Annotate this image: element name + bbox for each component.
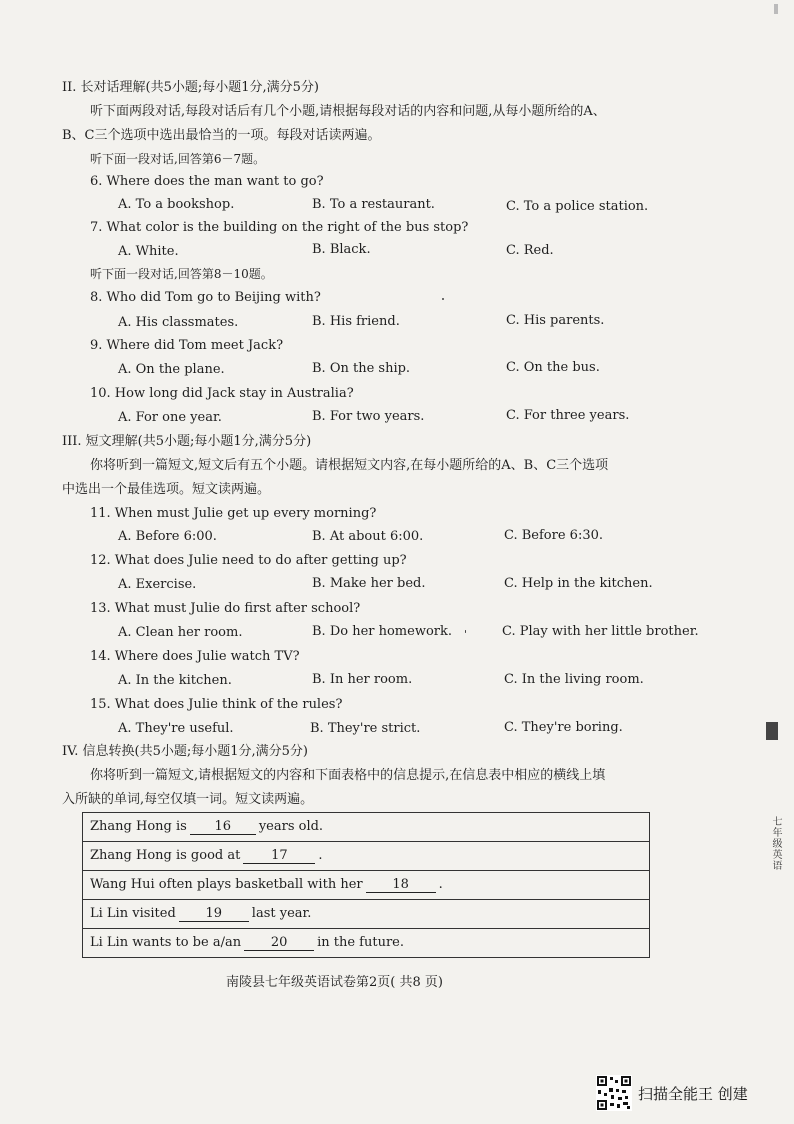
section-3-instruction-1: 你将听到一篇短文,短文后有五个小题。请根据短文内容,在每小题所给的A、B、C三个选项	[90, 458, 609, 473]
q6-option-a: A. To a bookshop.	[118, 197, 235, 212]
scan-speck	[465, 630, 466, 633]
answer-blank-19[interactable]: 19	[179, 906, 249, 922]
question-12: 12. What does Julie need to do after getting up?	[90, 553, 407, 568]
table-cell	[83, 900, 650, 929]
q11-option-c: C. Before 6:30.	[504, 528, 603, 543]
table-row	[83, 842, 650, 871]
question-14: 14. Where does Julie watch TV?	[90, 649, 300, 664]
row-text-after: .	[318, 848, 323, 863]
q13-option-a: A. Clean her room.	[118, 625, 243, 640]
answer-blank-17[interactable]: 17	[243, 848, 315, 864]
q8-option-b: B. His friend.	[312, 314, 400, 329]
row-text-before: Li Lin visited	[90, 906, 176, 921]
answer-blank-20[interactable]: 20	[244, 935, 314, 951]
q10-option-c: C. For three years.	[506, 408, 630, 423]
q12-option-a: A. Exercise.	[118, 577, 197, 592]
q8-option-a: A. His classmates.	[118, 315, 239, 330]
q15-option-a: A. They're useful.	[118, 721, 234, 736]
answer-blank-16[interactable]: 16	[190, 819, 256, 835]
question-11: 11. When must Julie get up every morning?	[90, 506, 377, 521]
q6-option-c: C. To a police station.	[506, 199, 649, 214]
question-13: 13. What must Julie do first after school?	[90, 601, 361, 616]
q15-option-b: B. They're strict.	[310, 721, 421, 736]
answer-blank-18[interactable]: 18	[366, 877, 436, 893]
q15-option-c: C. They're boring.	[504, 720, 623, 735]
table-cell	[83, 929, 650, 958]
scan-mark	[774, 4, 778, 14]
row-text-after: .	[438, 877, 443, 892]
section-2-title: II. 长对话理解(共5小题;每小题1分,满分5分)	[62, 80, 320, 95]
question-15: 15. What does Julie think of the rules?	[90, 697, 343, 712]
table-row	[83, 813, 650, 842]
section-3-instruction-2: 中选出一个最佳选项。短文读两遍。	[62, 482, 271, 497]
dialog-1-instruction: 听下面一段对话,回答第6－7题。	[90, 152, 266, 166]
q11-option-a: A. Before 6:00.	[118, 529, 217, 544]
dialog-2-instruction: 听下面一段对话,回答第8－10题。	[90, 267, 273, 281]
q14-option-b: B. In her room.	[312, 672, 413, 687]
table-cell	[83, 842, 650, 871]
q9-option-b: B. On the ship.	[312, 361, 411, 376]
scanner-watermark: 扫描全能王 创建	[638, 1085, 748, 1103]
row-text-before: Zhang Hong is	[90, 819, 187, 834]
row-text-before: Zhang Hong is good at	[90, 848, 241, 863]
q11-option-b: B. At about 6:00.	[312, 529, 424, 544]
section-4-instruction-2: 入所缺的单词,每空仅填一词。短文读两遍。	[62, 792, 314, 807]
row-text-before: Wang Hui often plays basketball with her	[90, 877, 363, 892]
row-text-after: in the future.	[317, 935, 404, 950]
q14-option-a: A. In the kitchen.	[118, 673, 232, 688]
question-6: 6. Where does the man want to go?	[90, 174, 324, 189]
question-7: 7. What color is the building on the right of the bus stop?	[90, 220, 469, 235]
binding-mark	[766, 722, 778, 740]
side-label: 七年级英语	[770, 816, 781, 871]
row-text-before: Li Lin wants to be a/an	[90, 935, 242, 950]
q6-option-b: B. To a restaurant.	[312, 197, 435, 212]
q12-option-b: B. Make her bed.	[312, 576, 426, 591]
row-text-after: last year.	[251, 906, 312, 921]
question-10: 10. How long did Jack stay in Australia?	[90, 386, 354, 401]
row-text-after: years old.	[258, 819, 324, 834]
scan-speck	[442, 298, 444, 300]
q9-option-c: C. On the bus.	[506, 360, 600, 375]
q9-option-a: A. On the plane.	[118, 362, 225, 377]
page-footer: 南陵县七年级英语试卷第2页( 共8 页)	[226, 975, 443, 990]
table-cell	[83, 871, 650, 900]
qr-code-icon	[596, 1075, 632, 1111]
q10-option-a: A. For one year.	[118, 410, 222, 425]
q12-option-c: C. Help in the kitchen.	[504, 576, 653, 591]
q13-option-b: B. Do her homework.	[312, 624, 453, 639]
table-cell	[83, 813, 650, 842]
question-8: 8. Who did Tom go to Beijing with?	[90, 290, 321, 305]
q14-option-c: C. In the living room.	[504, 672, 644, 687]
section-4-instruction-1: 你将听到一篇短文,请根据短文的内容和下面表格中的信息提示,在信息表中相应的横线上填	[90, 768, 606, 783]
q7-option-b: B. Black.	[312, 242, 371, 257]
q10-option-b: B. For two years.	[312, 409, 425, 424]
q7-option-c: C. Red.	[506, 243, 554, 258]
section-3-title: III. 短文理解(共5小题;每小题1分,满分5分)	[62, 434, 312, 449]
section-2-instruction-2: B、C三个选项中选出最恰当的一项。每段对话读两遍。	[62, 128, 381, 143]
table-row	[83, 871, 650, 900]
q13-option-c: C. Play with her little brother.	[502, 624, 699, 639]
info-table	[82, 812, 650, 958]
q7-option-a: A. White.	[118, 244, 179, 259]
section-2-instruction-1: 听下面两段对话,每段对话后有几个小题,请根据每段对话的内容和问题,从每小题所给的A、	[90, 104, 606, 119]
table-row	[83, 929, 650, 958]
question-9: 9. Where did Tom meet Jack?	[90, 338, 284, 353]
q8-option-c: C. His parents.	[506, 313, 605, 328]
section-4-title: IV. 信息转换(共5小题;每小题1分,满分5分)	[62, 744, 308, 759]
table-row	[83, 900, 650, 929]
